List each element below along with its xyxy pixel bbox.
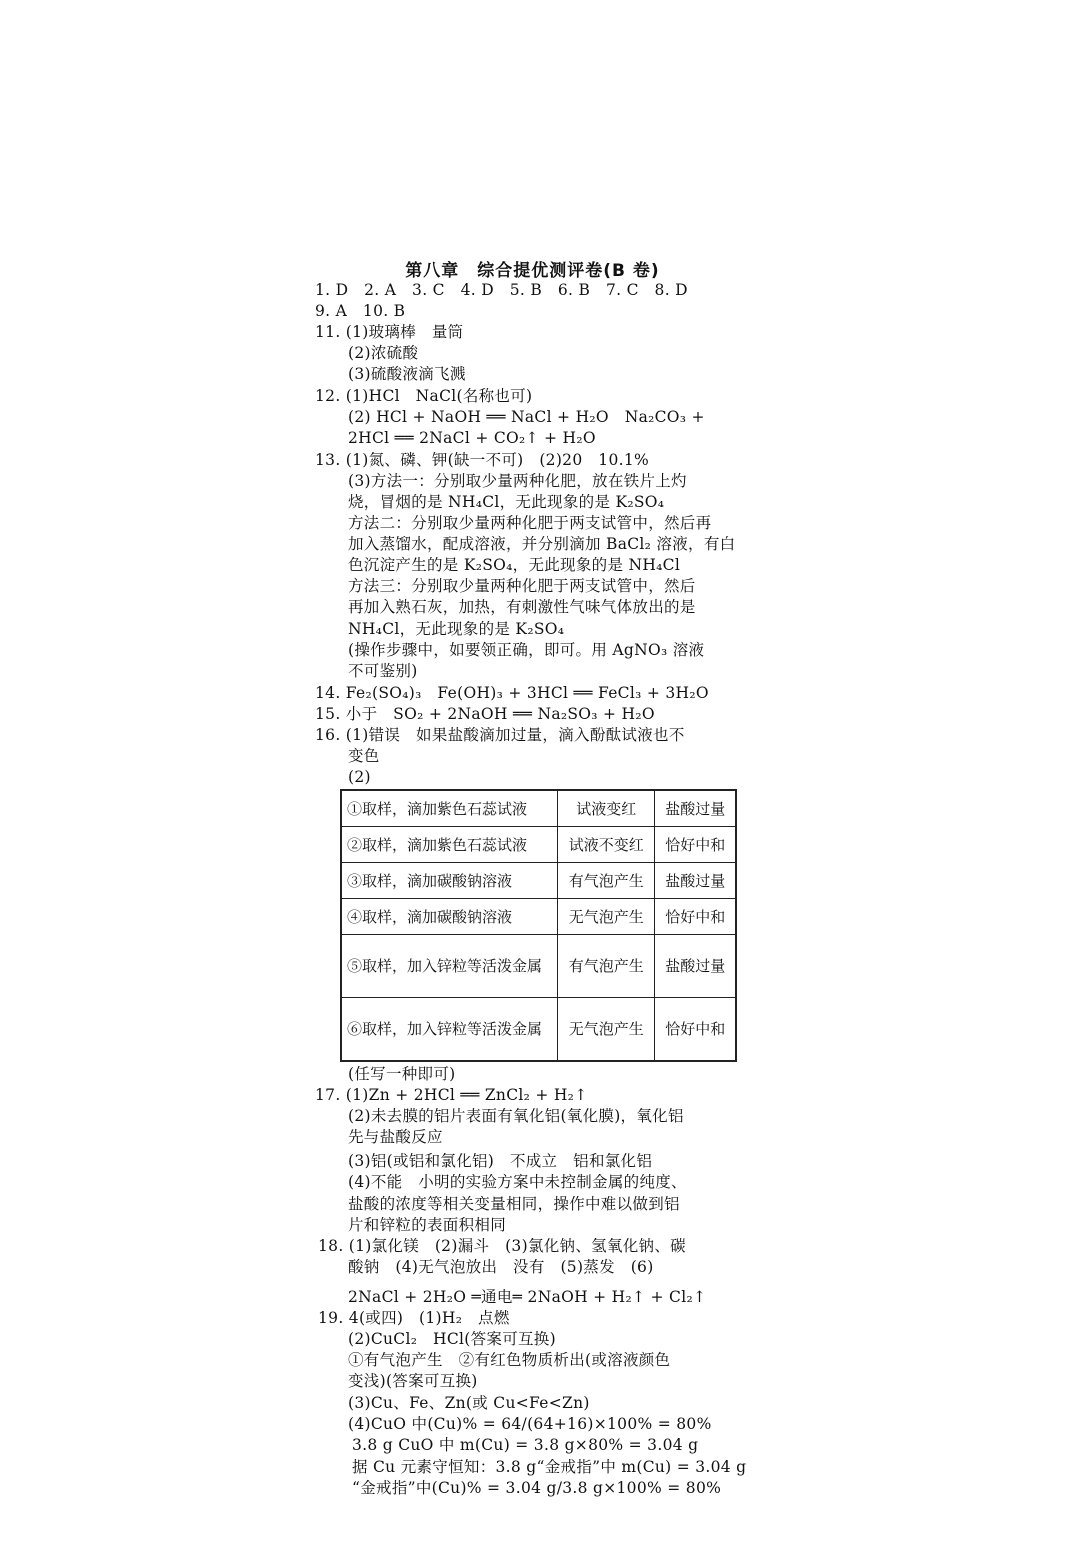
answer-line: (2)CuCl₂ HCl(答案可互换) <box>348 1330 556 1348</box>
answer-line: 15. 小于 SO₂ + 2NaOH ══ Na₂SO₃ + H₂O <box>315 705 655 723</box>
table-cell: 无气泡产生 <box>558 998 655 1062</box>
answer-line: 2HCl ══ 2NaCl + CO₂↑ + H₂O <box>348 429 596 447</box>
answer-line: (3)Cu、Fe、Zn(或 Cu<Fe<Zn) <box>348 1394 590 1412</box>
answer-line: (2)浓硫酸 <box>348 344 419 362</box>
table-row <box>341 899 736 935</box>
answer-line: (2) HCl + NaOH ══ NaCl + H₂O Na₂CO₃ + <box>348 408 705 426</box>
answer-line: 17. (1)Zn + 2HCl ══ ZnCl₂ + H₂↑ <box>315 1086 588 1104</box>
answer-line: 片和锌粒的表面积相同 <box>348 1216 507 1234</box>
experiment-table <box>340 789 737 1062</box>
table-cell: 恰好中和 <box>655 998 736 1062</box>
table-cell: 有气泡产生 <box>558 863 655 899</box>
table-cell: 恰好中和 <box>655 899 736 935</box>
table-cell: 盐酸过量 <box>655 790 736 827</box>
answer-line: 先与盐酸反应 <box>348 1128 443 1146</box>
table-row <box>341 998 736 1062</box>
answer-line: 3.8 g CuO 中 m(Cu) = 3.8 g×80% = 3.04 g <box>352 1436 699 1454</box>
table-row <box>341 827 736 863</box>
answer-line: (任写一种即可) <box>348 1065 456 1083</box>
answer-line: (操作步骤中，如要领正确，即可。用 AgNO₃ 溶液 <box>348 641 705 659</box>
table-cell: 有气泡产生 <box>558 935 655 998</box>
answer-line: 据 Cu 元素守恒知：3.8 g“金戒指”中 m(Cu) = 3.04 g <box>352 1458 747 1476</box>
answer-line: 方法二：分别取少量两种化肥于两支试管中，然后再 <box>348 514 712 532</box>
answer-line: 不可鉴别) <box>348 662 418 680</box>
answer-line: 变浅)(答案可互换) <box>348 1372 478 1390</box>
table-row <box>341 863 736 899</box>
answer-line: 13. (1)氮、磷、钾(缺一不可) (2)20 10.1% <box>315 451 650 469</box>
answer-line: 1. D 2. A 3. C 4. D 5. B 6. B 7. C 8. D <box>315 281 688 299</box>
table-cell: 盐酸过量 <box>655 935 736 998</box>
table-row <box>341 935 736 998</box>
answer-line: 酸钠 (4)无气泡放出 没有 (5)蒸发 (6) <box>348 1258 654 1276</box>
table-cell: 无气泡产生 <box>558 899 655 935</box>
answer-line: NH₄Cl，无此现象的是 K₂SO₄ <box>348 620 565 638</box>
answer-line: “金戒指”中(Cu)% = 3.04 g/3.8 g×100% = 80% <box>352 1479 722 1497</box>
answer-line: (3)硫酸液滴飞溅 <box>348 365 466 383</box>
table-cell: ⑥取样，加入锌粒等活泼金属 <box>341 998 558 1062</box>
table-cell: ④取样，滴加碳酸钠溶液 <box>341 899 558 935</box>
answer-line: (3)方法一：分别取少量两种化肥，放在铁片上灼 <box>348 472 687 490</box>
answer-line: 18. (1)氯化镁 (2)漏斗 (3)氯化钠、氢氧化钠、碳 <box>318 1237 686 1255</box>
table-cell: ⑤取样，加入锌粒等活泼金属 <box>341 935 558 998</box>
answer-line: 19. 4(或四) (1)H₂ 点燃 <box>318 1309 510 1327</box>
table-cell: 盐酸过量 <box>655 863 736 899</box>
answer-line: 烧，冒烟的是 NH₄Cl，无此现象的是 K₂SO₄ <box>348 493 665 511</box>
answer-line: 方法三：分别取少量两种化肥于两支试管中，然后 <box>348 577 696 595</box>
page-title: 第八章 综合提优测评卷(B 卷) <box>405 261 660 281</box>
table-cell: 试液变红 <box>558 790 655 827</box>
answer-line: 16. (1)错误 如果盐酸滴加过量，滴入酚酞试液也不 <box>315 726 685 744</box>
answer-line: 11. (1)玻璃棒 量筒 <box>315 323 464 341</box>
answer-line: 色沉淀产生的是 K₂SO₄，无此现象的是 NH₄Cl <box>348 556 681 574</box>
table-cell: ③取样，滴加碳酸钠溶液 <box>341 863 558 899</box>
answer-line: 再加入熟石灰，加热，有刺激性气味气体放出的是 <box>348 598 696 616</box>
answer-line: (2)未去膜的铝片表面有氧化铝(氧化膜)，氧化铝 <box>348 1107 684 1125</box>
answer-line: 盐酸的浓度等相关变量相同，操作中难以做到铝 <box>348 1195 680 1213</box>
answer-line: 加入蒸馏水，配成溶液，并分别滴加 BaCl₂ 溶液，有白 <box>348 535 736 553</box>
answer-line: 变色 <box>348 747 380 765</box>
answer-line: ①有气泡产生 ②有红色物质析出(或溶液颜色 <box>348 1351 671 1369</box>
answer-line: (3)铝(或铝和氯化铝) 不成立 铝和氯化铝 <box>348 1152 653 1170</box>
answer-line: 2NaCl + 2H₂O ═通电═ 2NaOH + H₂↑ + Cl₂↑ <box>348 1288 707 1306</box>
answer-line: 14. Fe₂(SO₄)₃ Fe(OH)₃ + 3HCl ══ FeCl₃ + 3H₂O <box>315 684 709 702</box>
answer-line: (4)CuO 中(Cu)% = 64/(64+16)×100% = 80% <box>348 1415 712 1433</box>
table-cell: ②取样，滴加紫色石蕊试液 <box>341 827 558 863</box>
table-row <box>341 790 736 827</box>
table-cell: ①取样，滴加紫色石蕊试液 <box>341 790 558 827</box>
table-cell: 试液不变红 <box>558 827 655 863</box>
answer-line: 9. A 10. B <box>315 302 406 320</box>
table-cell: 恰好中和 <box>655 827 736 863</box>
answer-line: (2) <box>348 768 371 786</box>
answer-line: (4)不能 小明的实验方案中未控制金属的纯度、 <box>348 1173 687 1191</box>
answer-line: 12. (1)HCl NaCl(名称也可) <box>315 387 533 405</box>
